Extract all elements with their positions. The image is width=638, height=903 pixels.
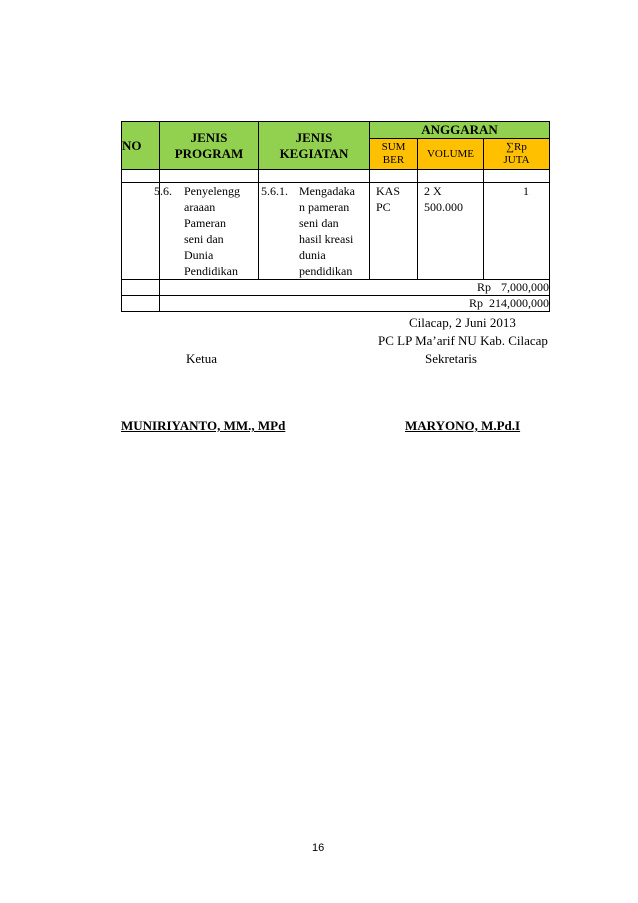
kegiatan-text-line: dunia [299,248,326,262]
kegiatan-text-line: seni dan [299,216,339,230]
volume-text-line: 500.000 [424,200,463,214]
volume-cell [418,183,484,280]
program-text-line: Pendidikan [184,264,238,278]
program-text [184,183,240,279]
program-text-line: Penyelengg [184,184,240,198]
sumber-text-line: PC [376,200,391,214]
budget-table [121,121,550,312]
kegiatan-text [299,183,355,279]
header-jumlah-rp [484,139,550,170]
kegiatan-number: 5.6.1. [261,184,288,198]
kegiatan-text-line: n pameran [299,200,350,214]
program-cell [154,183,259,280]
header-program-line2: PROGRAM [174,145,244,161]
page-number: 16 [312,842,325,854]
program-text-line: seni dan [184,232,224,246]
table-row [122,183,550,280]
header-kegiatan-line2: KEGIATAN [279,145,349,161]
sekretaris-name: MARYONO, M.Pd.I [405,418,521,433]
header-sumber-line2: BER [382,154,405,166]
grand-total-row [122,296,550,312]
sekretaris-title: Sekretaris [425,351,477,366]
program-text-line: Dunia [184,248,214,262]
program-number: 5.6. [154,184,172,198]
grand-total-currency: Rp [469,296,484,310]
place-date: Cilacap, 2 Juni 2013 [409,315,516,330]
header-sumber-line1: SUM [381,141,406,153]
kegiatan-text-line: Mengadaka [299,184,355,198]
subtotal-row [122,280,550,296]
ketua-title: Ketua [186,351,218,366]
grand-total-amount: 214,000,000 [489,296,550,310]
header-volume: VOLUME [418,139,484,170]
subtotal-currency: Rp [477,280,492,294]
header-jenis-kegiatan [259,122,370,170]
sumber-text-line: KAS [376,184,401,198]
kegiatan-text-line: pendidikan [299,264,353,278]
volume-text-line: 2 X [424,184,442,198]
header-no: NO [122,122,160,170]
sumber-cell [370,183,418,280]
jumlah-cell: 1 [484,183,550,280]
organization: PC LP Ma’arif NU Kab. Cilacap [378,333,548,348]
kegiatan-cell [259,183,370,280]
header-jenis-program [160,122,259,170]
header-program-line1: JENIS [190,129,228,145]
kegiatan-text-line: hasil kreasi [299,232,354,246]
subtotal-amount: 7,000,000 [501,280,550,294]
program-text-line: Pameran [184,216,226,230]
header-sumber [370,139,418,170]
header-anggaran: ANGGARAN [370,122,550,139]
program-text-line: araaan [184,200,216,214]
ketua-name: MUNIRIYANTO, MM., MPd [121,418,286,433]
header-rp-line2: JUTA [503,154,530,166]
header-kegiatan-line1: JENIS [295,129,333,145]
header-rp-line1: ∑Rp [506,141,527,153]
spacer-row [122,170,550,183]
